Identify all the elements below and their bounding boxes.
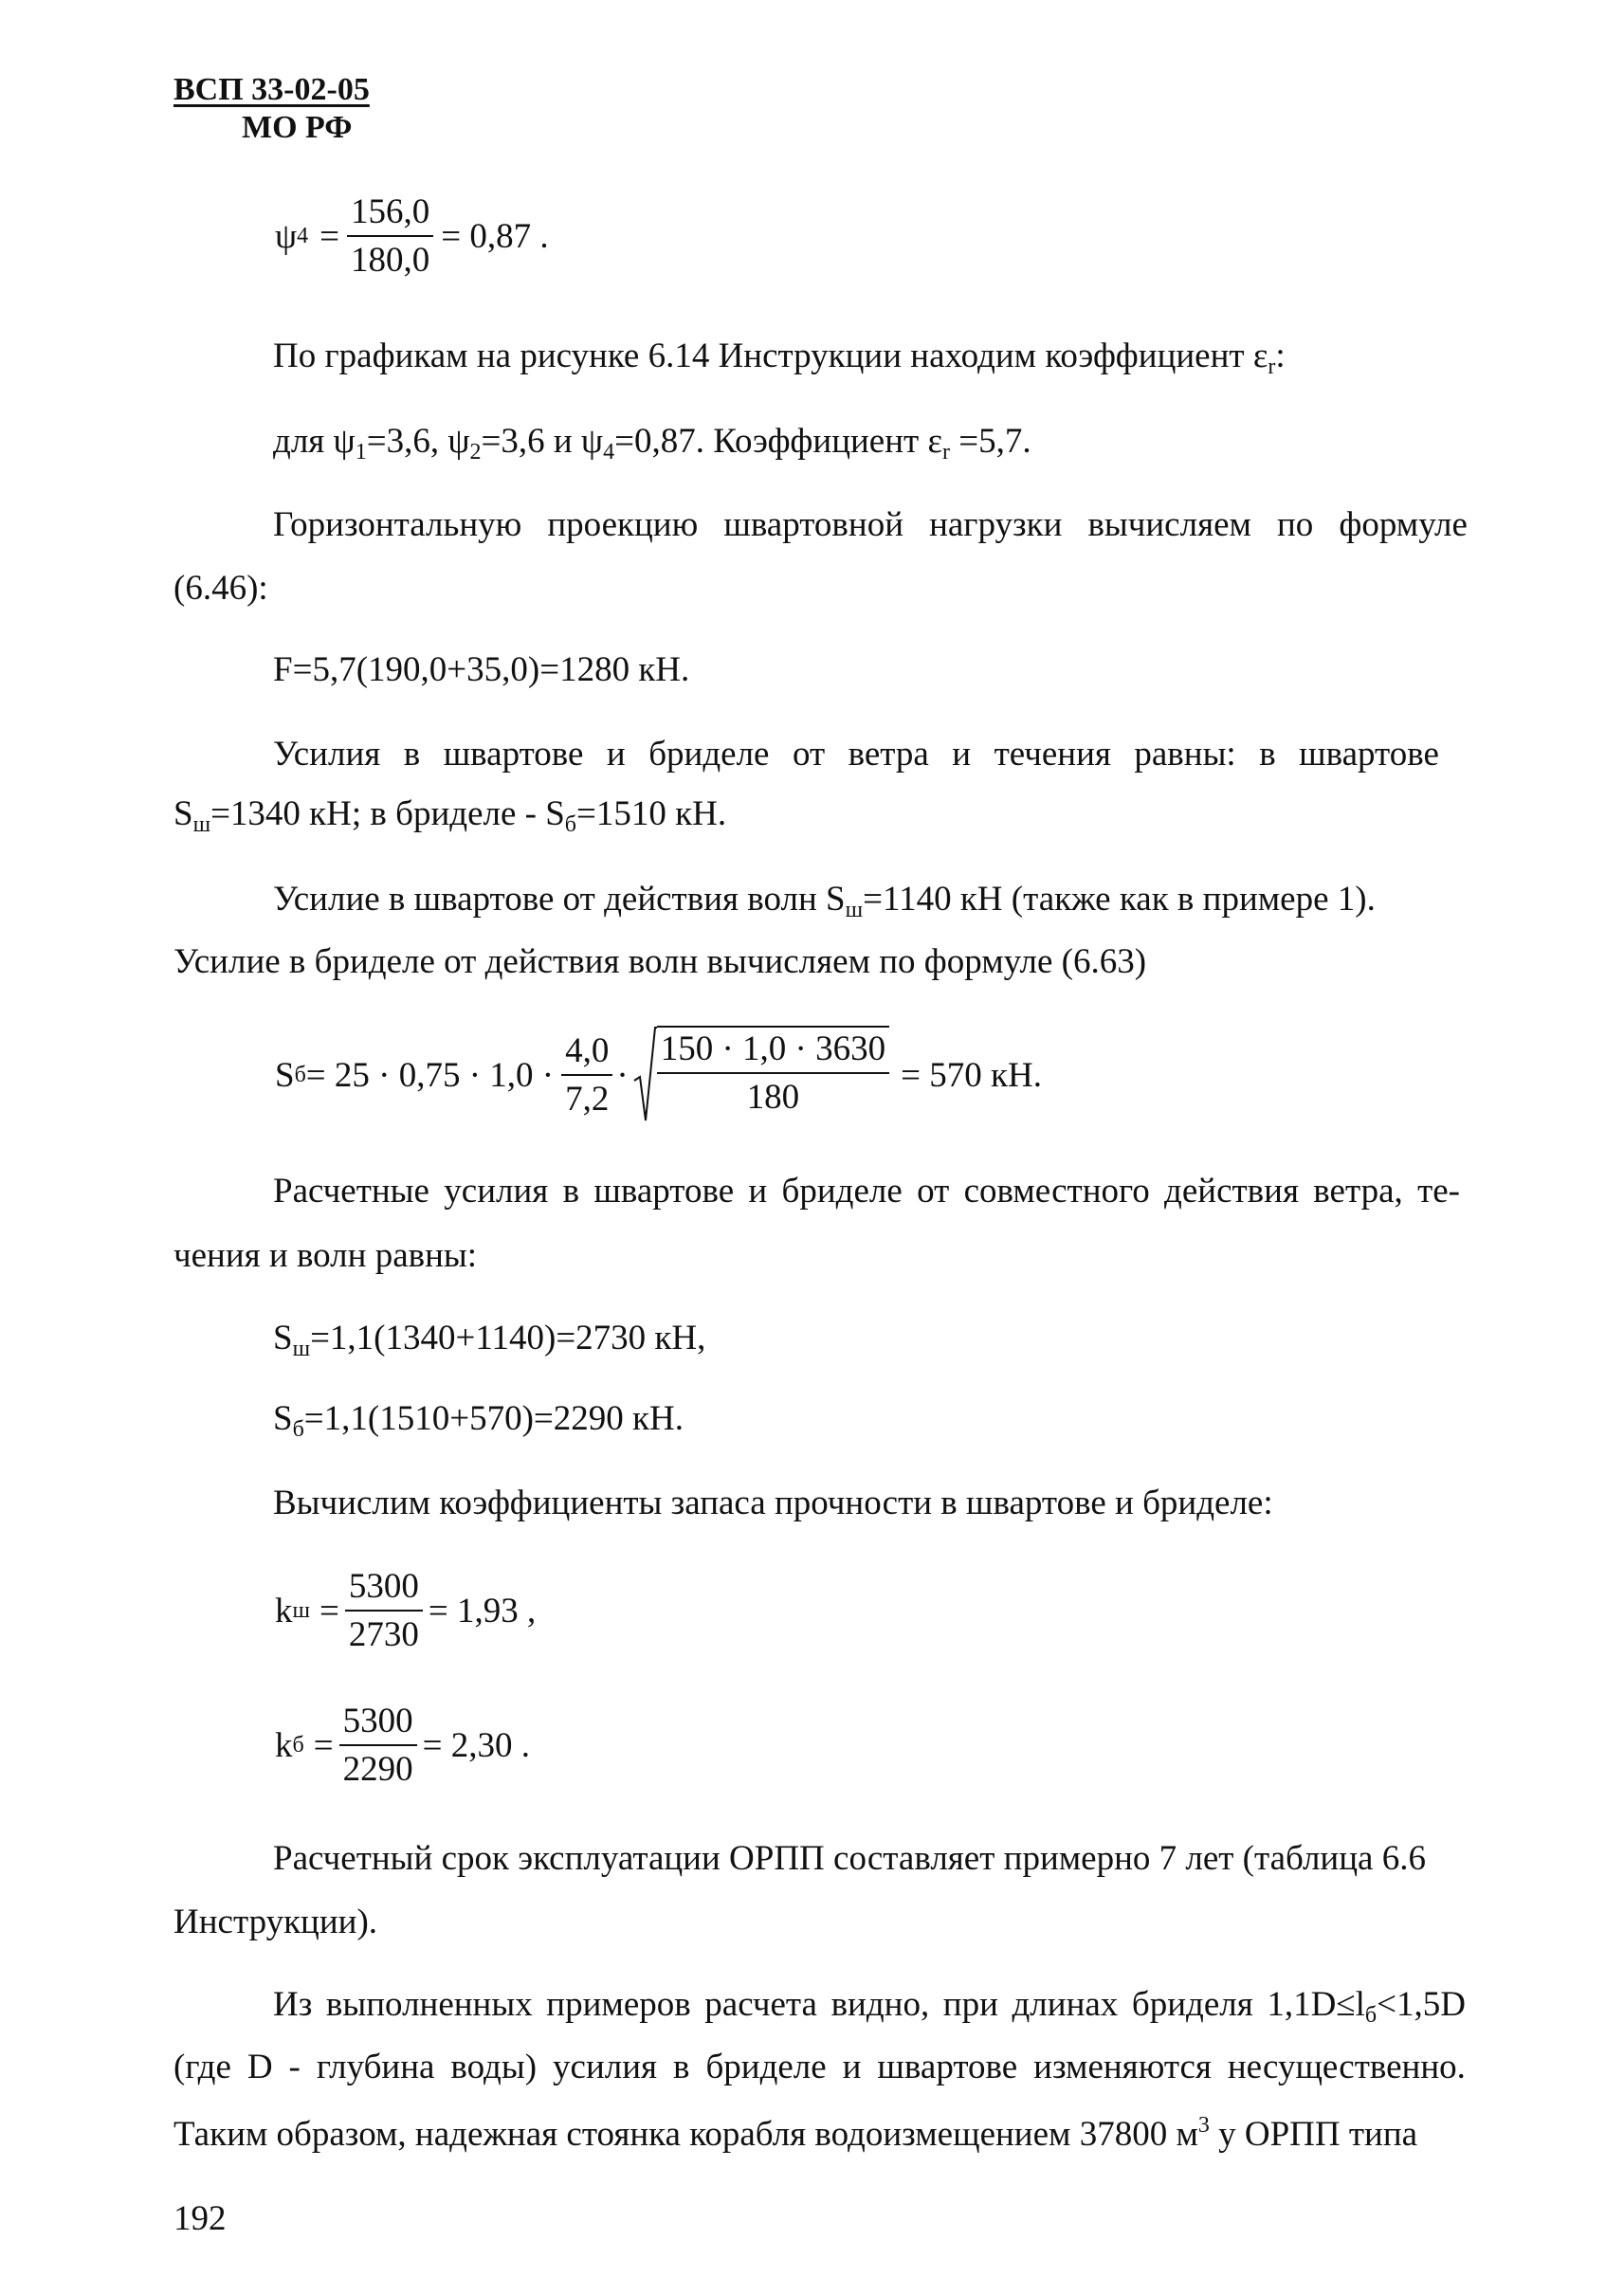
word: в: [562, 1172, 580, 1211]
paragraph-conclusion-line1: [273, 1987, 1466, 2027]
word: в: [1259, 735, 1276, 774]
equation-F: F=5,7(190,0+35,0)=1280 кН.: [273, 650, 690, 689]
subscript: ш: [845, 898, 864, 922]
word: несущественно.: [1227, 2048, 1466, 2086]
word: те-: [1417, 1172, 1460, 1211]
word: в: [673, 2048, 690, 2086]
paragraph-forces-line2: [173, 796, 726, 836]
word: швартовной: [723, 505, 903, 544]
fraction-numerator: 5300: [339, 1703, 417, 1746]
word: по: [1276, 505, 1314, 544]
equation-lhs: ψ: [275, 216, 298, 256]
text: Таким образом, надежная стоянка корабля водоизмещением 37800 м: [173, 2115, 1198, 2154]
word: изменяются: [1033, 2048, 1212, 2086]
fraction-denominator: 2730: [348, 1615, 419, 1654]
word: расчета: [704, 1985, 817, 2024]
word: бриделя: [1131, 1985, 1253, 2024]
text: Усилие в швартове от действия волн S: [273, 880, 846, 919]
equation-dot: ·: [616, 1055, 629, 1095]
word: от: [792, 735, 826, 774]
word: глубина: [316, 2048, 435, 2086]
fraction-numerator: 156,0: [347, 194, 433, 237]
text: у ОРПП типа: [1209, 2115, 1418, 2154]
word: ветра,: [1313, 1172, 1403, 1211]
paragraph-horizontal-projection-line1: [273, 507, 1468, 542]
paragraph-service-life-line2: Инструкции).: [173, 1903, 378, 1941]
word: усилия: [444, 1172, 549, 1211]
page-number: 192: [173, 2199, 227, 2238]
equation-kb: [275, 1703, 530, 1787]
equation-rhs: = 570 кН.: [901, 1055, 1042, 1095]
equation-equals: =: [319, 216, 340, 256]
subscript: ш: [192, 812, 211, 837]
text: S: [173, 794, 193, 833]
word: и: [842, 2048, 862, 2086]
word: -: [288, 2048, 301, 2086]
radicand: [657, 1026, 889, 1124]
equation-coefficients: = 25 · 0,75 · 1,0 ·: [305, 1055, 555, 1095]
text: =1510 кН.: [576, 794, 727, 833]
text: =3,6 и ψ: [481, 422, 604, 461]
subscript: б: [292, 1417, 304, 1442]
equation-lhs-sub: ш: [292, 1598, 310, 1623]
paragraph-graphs: [273, 338, 1286, 378]
document-org: МО РФ: [242, 110, 353, 145]
word: Расчетные: [273, 1172, 429, 1211]
paragraph-design-forces-line1: [273, 1174, 1460, 1209]
paragraph-wave-force-line2: Усилие в бриделе от действия волн вычисляем по формуле (6.63): [173, 942, 1147, 981]
superscript: 3: [1197, 2113, 1210, 2138]
text: По графикам на рисунке 6.14 Инструкции находим коэффициент ε: [273, 337, 1268, 375]
equation-rhs: = 1,93 ,: [428, 1591, 537, 1630]
word: бриделе: [648, 735, 770, 774]
word: вычисляем: [1087, 505, 1251, 544]
equation-Sw: [273, 1321, 705, 1360]
word: воды): [450, 2048, 538, 2086]
subscript: r: [1268, 355, 1276, 379]
equation-lhs-sub: б: [294, 1063, 306, 1087]
fraction-denominator: 2290: [342, 1750, 413, 1789]
text: =1,1(1340+1140)=2730 кН,: [310, 1319, 706, 1357]
word: примеров: [546, 1985, 691, 2024]
fraction: [339, 1703, 417, 1787]
word: бриделе: [781, 1172, 903, 1211]
equation-rhs: = 0,87 .: [441, 216, 549, 256]
word: совместного: [963, 1172, 1150, 1211]
subscript: r: [941, 440, 950, 464]
fraction-denominator: 180,0: [351, 241, 430, 280]
radicand-numerator: 150 · 1,0 · 3630: [657, 1031, 889, 1074]
fraction: [561, 1033, 612, 1117]
paragraph-coefficients: [273, 424, 1031, 464]
equation-rhs: = 2,30 .: [422, 1725, 530, 1765]
equation-lhs: S: [275, 1055, 295, 1095]
text: =1340 кН; в бриделе - S: [210, 794, 565, 833]
word: видно,: [830, 1985, 930, 2024]
equation-lhs: k: [275, 1725, 293, 1765]
equation-lhs-sub: 4: [297, 224, 309, 248]
equation-lhs-sub: б: [292, 1733, 304, 1758]
word: выполненных: [325, 1985, 533, 2024]
word: Усилия: [273, 735, 381, 774]
fraction: [345, 1569, 423, 1652]
fraction-denominator: 7,2: [565, 1080, 610, 1119]
paragraph-wave-force-line1: [273, 882, 1376, 921]
text: S: [273, 1319, 293, 1357]
word: швартове: [1299, 735, 1439, 774]
paragraph-safety-factors: Вычислим коэффициенты запаса прочности в швартове и бриделе:: [273, 1484, 1273, 1522]
text: S: [273, 1399, 293, 1438]
subscript: б: [1364, 2003, 1378, 2028]
word: формуле: [1339, 505, 1468, 544]
paragraph-horizontal-projection-line2: (6.46):: [173, 569, 268, 608]
equation-lhs: k: [275, 1591, 293, 1630]
word: при: [942, 1985, 998, 2024]
text: =0,87. Коэффициент ε: [614, 422, 942, 461]
word: швартове: [593, 1172, 735, 1211]
radicand-fraction: [657, 1031, 889, 1115]
word: и: [606, 735, 626, 774]
subscript: 2: [469, 440, 482, 464]
equation-equals: =: [319, 1591, 339, 1630]
subscript: ш: [292, 1337, 311, 1361]
word: Горизонтальную: [273, 505, 522, 544]
subscript: б: [564, 812, 577, 837]
fraction-numerator: 4,0: [561, 1033, 612, 1076]
word: нагрузки: [929, 505, 1063, 544]
text: =5,7.: [949, 422, 1031, 461]
subscript: 1: [355, 440, 367, 464]
equation-Sb: [275, 1026, 1042, 1124]
text: для ψ: [273, 422, 356, 461]
word: течения: [994, 735, 1111, 774]
paragraph-conclusion-line2: [173, 2049, 1466, 2085]
equation-psi4: [275, 194, 549, 278]
square-root: [632, 1026, 889, 1124]
fraction-numerator: 5300: [345, 1569, 423, 1612]
word: в: [403, 735, 421, 774]
word: длинах: [1012, 1985, 1119, 2024]
word: 1,1D≤l: [1267, 1985, 1365, 2024]
text: =1,1(1510+570)=2290 кН.: [303, 1399, 684, 1438]
document-code: ВСП 33-02-05: [173, 72, 370, 107]
text: =3,6, ψ: [366, 422, 470, 461]
word: действия: [1164, 1172, 1299, 1211]
word: швартове: [443, 735, 584, 774]
word: проекцию: [547, 505, 699, 544]
word: швартове: [877, 2048, 1018, 2086]
word: от: [917, 1172, 950, 1211]
word: и: [952, 735, 972, 774]
paragraph-design-forces-line2: чения и волн равны:: [173, 1236, 478, 1275]
equation-equals: =: [313, 1725, 334, 1765]
word: бриделе: [705, 2048, 827, 2086]
equation-Sb2: [273, 1401, 684, 1441]
word: усилия: [553, 2048, 658, 2086]
word: Из: [273, 1985, 313, 2024]
paragraph-service-life-line1: Расчетный срок эксплуатации ОРПП составляет примерно 7 лет (таблица 6.6: [273, 1839, 1426, 1878]
fraction: [347, 194, 433, 278]
equation-kw: [275, 1569, 536, 1652]
paragraph-conclusion-line3: [173, 2114, 1417, 2152]
word: <1,5D: [1377, 1985, 1466, 2024]
subscript: 4: [603, 440, 615, 464]
paragraph-forces-line1: [273, 737, 1439, 772]
word: ветра: [848, 735, 929, 774]
word: D: [246, 2048, 273, 2086]
radical-sign-icon: [632, 1026, 657, 1124]
word: и: [748, 1172, 768, 1211]
word-group: [1267, 1987, 1466, 2027]
text: :: [1275, 337, 1286, 375]
radicand-denominator: 180: [746, 1078, 800, 1117]
word: равны:: [1134, 735, 1236, 774]
text: =1140 кН (также как в примере 1).: [863, 880, 1376, 919]
word: (где: [173, 2048, 231, 2086]
